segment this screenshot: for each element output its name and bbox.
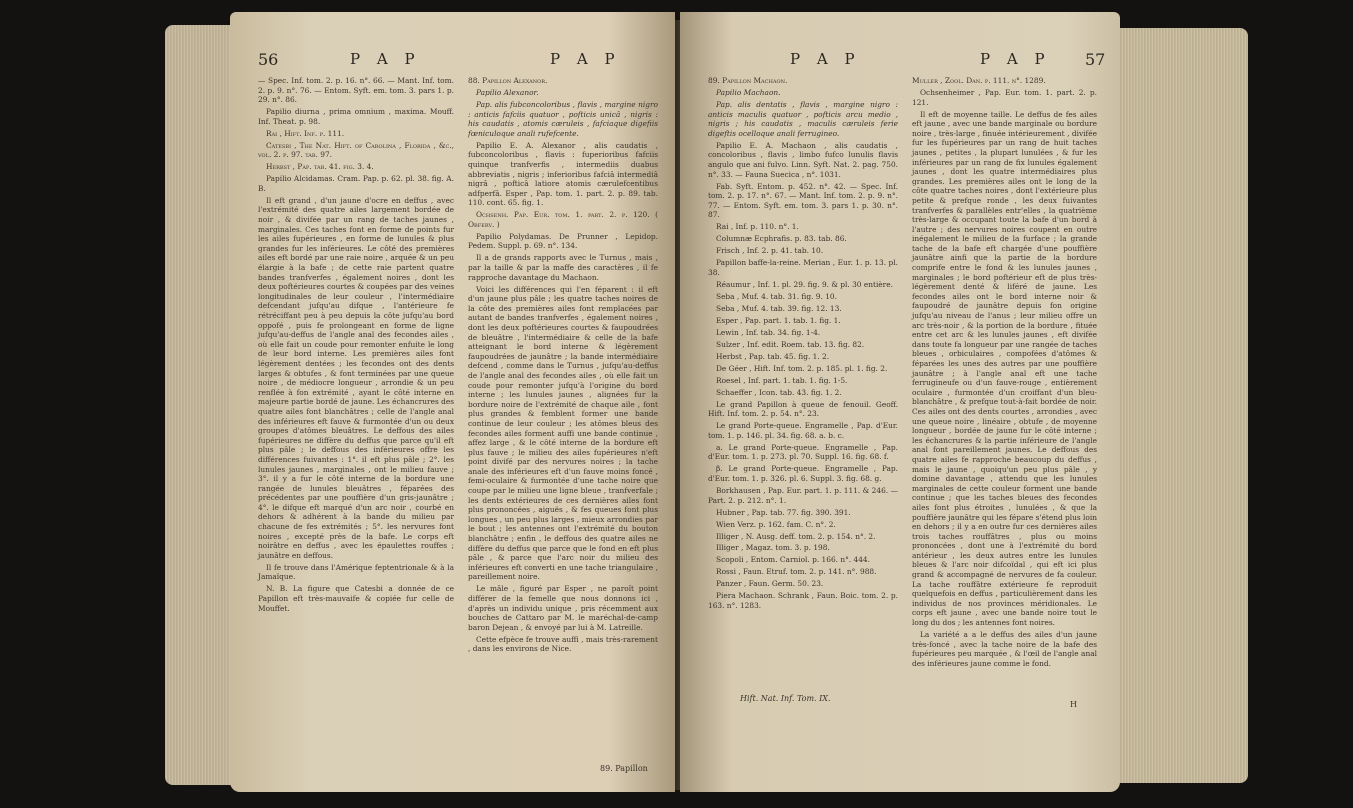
paragraph: Ochsenheimer , Pap. Eur. tom. 1. part. 2. p. 121. xyxy=(912,87,1100,107)
paragraph: Illiger , Magaz. tom. 3. p. 198. xyxy=(716,543,830,553)
paragraph: Roesel , Inf. part. 1. tab. 1. fig. 1-5. xyxy=(716,375,848,385)
paragraph: Rai , Inf. p. 110. n°. 1. xyxy=(716,222,799,232)
right-running-head-1: P A P xyxy=(790,50,861,68)
paragraph: Il a de grands rapports avec le Turnus , mais , par la taille & par la maffe des caractères , il fe rapproche davantage du Machaon. xyxy=(468,253,661,282)
left-page-number: 56 xyxy=(258,50,279,69)
paragraph: Papilio Machaon. xyxy=(716,87,781,97)
paragraph: Sulzer , Inf. edit. Roem. tab. 13. fig. 82. xyxy=(716,339,865,349)
left-running-head-1: P A P xyxy=(350,50,421,68)
paragraph: Papilio E. A. Machaon , alis caudatis , concoloribus , flavis , limbo fufco lunulis flavis angulo que ani fulvo. Linn. Syft. Nat. 2. pag. 750. n°. 33. — Fauna Suecica , n°. 1031. xyxy=(708,140,901,179)
right-page xyxy=(680,12,1120,792)
left-page xyxy=(230,12,675,792)
left-catchword: 89. Papillon xyxy=(600,764,648,773)
paragraph: Muller , Zool. Dan. p. 111. n°. 1289. xyxy=(912,76,1046,85)
right-page-edges xyxy=(1118,28,1248,783)
paragraph: Seba , Muf. 4. tab. 39. fig. 12. 13. xyxy=(716,303,842,313)
left-page-edges xyxy=(165,25,235,785)
paragraph: Herbst , Pap. tab. 41. fig. 3. 4. xyxy=(266,162,374,172)
paragraph: β. Le grand Porte-queue. Engramelle , Pap. d'Eur. tom. 1. p. 326. pl. 6. Suppl. 3. fig. 68. g. xyxy=(708,464,901,483)
paragraph: 89. Papillon Machaon. xyxy=(708,76,788,85)
paragraph: Illiger , N. Ausg. deff. tom. 2. p. 154. n°. 2. xyxy=(716,531,876,541)
paragraph: Le grand Porte-queue. Engramelle , Pap. d'Eur. tom. 1. p. 146. pl. 34. fig. 68. a. b. c. xyxy=(708,421,901,440)
paragraph: Scopoli , Entom. Carniol. p. 166. n°. 444. xyxy=(716,555,870,565)
paragraph: Le grand Papillon à queue de fenouil. Geoff. Hift. Inf. tom. 2. p. 54. n°. 23. xyxy=(708,399,901,419)
paragraph: Hubner , Pap. tab. 77. fig. 390. 391. xyxy=(716,507,851,517)
paragraph: Fab. Syft. Entom. p. 452. n°. 42. — Spec. Inf. tom. 2. p. 17. n°. 67. — Mant. Inf. tom. 2. p. 9. n°. 77. — Entom. Syft. em. tom. 3. pars 1. p. 30. n°. 87. xyxy=(708,181,901,220)
paragraph: Pap. alis fubconcoloribus , flavis , margine nigro : anticis fafciis quatuor , pofticis unicâ , nigris : his caudatis , atomis cæruleis , fafciaque digefiis fœniculoque anali rufefcente. xyxy=(468,99,661,138)
paragraph: Panzer , Faun. Germ. 50. 23. xyxy=(716,579,824,589)
paragraph: Réaumur , Inf. 1. pl. 29. fig. 9. & pl. 30 entière. xyxy=(716,279,893,289)
paragraph: Papilio Polydamas. De Prunner , Lepidop. Pedem. Suppl. p. 69. n°. 134. xyxy=(468,231,661,251)
paragraph: Il fe trouve dans l'Amérique feptentrionale & à la Jamaïque. xyxy=(258,562,457,582)
paragraph: Rai , Hift. Inf. p. 111. xyxy=(266,128,345,138)
paragraph: 88. Papillon Alexanor. xyxy=(468,76,548,85)
paragraph: Frisch , Inf. 2. p. 41. tab. 10. xyxy=(716,246,824,256)
paragraph: La variété a a le deffus des ailes d'un jaune très-foncé , avec la tache noire de la bafe des fupérieures peu marquée , & l'œil de l'angle anal des inférieures jaune comme le fond. xyxy=(912,630,1100,668)
paragraph: Seba , Muf. 4. tab. 31. fig. 9. 10. xyxy=(716,291,837,301)
paragraph: N. B. La figure que Catesbi a donnée de ce Papillon eft très-mauvaife & copiée fur celle de Mouffet. xyxy=(258,584,457,613)
paragraph: Ochsenh. Pap. Eur. tom. 1. part. 2. p. 120. ( Obferv. ) xyxy=(468,210,661,229)
paragraph: Cette efpèce fe trouve auffi , mais très-rarement , dans les environs de Nice. xyxy=(468,634,661,654)
paragraph: Wien Verz. p. 162. fam. C. n°. 2. xyxy=(716,519,836,529)
paragraph: Piera Machaon. Schrank , Faun. Boic. tom. 2. p. 163. n°. 1283. xyxy=(708,591,901,611)
paragraph: Le mâle , figuré par Esper , ne paroît point différer de la femelle que nous donnons ici , d'après un individu unique , pris récemment aux bouches de Cattaro par M. le maréchal-de-camp baron Dejean , & envoyé par lui à M. Latreille. xyxy=(468,584,661,632)
right-catchword: H xyxy=(1070,700,1077,709)
paragraph: Papillon baffe-la-reine. Merian , Eur. 1. p. 13. pl. 38. xyxy=(708,258,901,277)
paragraph: a. Le grand Porte-queue. Engramelle , Pap. d'Eur. tom. 1. p. 273. pl. 70. Suppl. 16. fig. 68. f. xyxy=(708,442,901,462)
left-column-2 xyxy=(468,76,661,656)
right-page-number: 57 xyxy=(1085,50,1106,69)
paragraph: Borkhausen , Pap. Eur. part. 1. p. 111. & 246. — Part. 2. p. 212. n°. 1. xyxy=(708,485,901,505)
paragraph: Columnæ Ecphrafis. p. 83. tab. 86. xyxy=(716,234,847,244)
paragraph: Papilio diurna , prima omnium , maxima. Mouff. Inf. Theat. p. 98. xyxy=(258,107,457,126)
paragraph: De Géer , Hift. Inf. tom. 2. p. 185. pl. 1. fig. 2. xyxy=(716,363,888,373)
paragraph: Pap. alis dentatis , flavis , margine nigro : anticis maculis quatuor , pofticis arcu medio , nigris ; his caudatis , maculis cæruleis ferie digeftis ocelloque anali ferrugineo. xyxy=(708,99,901,138)
paragraph: Esper , Pap. part. 1. tab. 1. fig. 1. xyxy=(716,315,841,325)
paragraph: Papilio Alcidamas. Cram. Pap. p. 62. pl. 38. fig. A. B. xyxy=(258,174,457,193)
paragraph: Lewin , Inf. tab. 34. fig. 1-4. xyxy=(716,327,821,337)
left-running-head-2: P A P xyxy=(550,50,621,68)
right-column-2 xyxy=(912,76,1100,671)
paragraph: Schaeffer , Icon. tab. 43. fig. 1. 2. xyxy=(716,387,842,397)
paragraph: Papilio E. A. Alexanor , alis caudatis , fubconcoloribus , flavis : fuperioribus fafciis quinque tranfverfis , intermediis duabus abbreviatis , nigris ; inferioribus fafciâ intermediâ nigrâ , pofticâ latiore atomis cærulefcentibus adfperfâ. Esper , Pap. tom. 1. part. 2. p. 89. tab. 110. cont. 65. fig. 1. xyxy=(468,140,661,208)
paragraph: Il eft de moyenne taille. Le deffus de fes ailes eft jaune , avec une bande marginale ou bordure noire , très-large , finuée intérieurement , divifée fur les fupérieures par un rang de huit taches jaunes , petites , la plupart lunulées , & fur les inférieures par un rang de fix lunules également jaunes , dont les quatre intermédiaires plus grandes. Les premières ailes ont le long de la côte quatre taches noires , dont l'extérieure plus petite & prefque ronde , les deux fuivantes tranfverfes & parallèles entr'elles , la quatrième très-large & occupant toute la bafe d'un bord à l'autre ; des nervures noires coupent en outre inégalement le milieu de la furface ; la grande tache de la bafe eft chargée d'une pouffière jaunâtre ainfi que la partie de la bordure comprife entre le fond & les lunules jaunes , marginales ; le bord poftérieur eft de plus très-légèrement denté & liféré de jaune. Les fecondes ailes ont le bord interne noir & faupoudré de jaunâtre depuis fon origine jufqu'au niveau de l'anus ; leur milieu offre un arc très-noir , & la portion de la bordure , fituée entre cet arc & les lunules jaunes , eft divifée dans toute fa longueur par une rangée de taches bleues , orbiculaires , compofées d'atômes & féparées les unes des autres par une pouffière jaunâtre ; à l'angle anal eft une tache ferrugineufe ou d'un fauve-rouge , entièrement oculaire , furmontée d'un croiffant d'un bleu-blanchâtre , & prefque tout-à-fait bordée de noir. Ces ailes ont des dents courtes , arrondies , avec une queue noire , linéaire , obtufe , de moyenne longueur , bordée de jaune fur le côté interne ; les échancrures & la partie inférieure de l'angle anal font pareillement jaunes. Le deffous des quatre ailes fe rapproche beaucoup du deffus , mais le jaune , quoiqu'un peu plus pâle , y domine davantage , attendu que les lunules marginales de cette couleur forment une bande continue ; que les taches bleues des fecondes ailes font plus étroites , lunulées , & que la pouffière jaunâtre qui les fépare s'étend plus loin en dehors ; il y a en outre fur ces dernières ailes trois taches rouffâtres , plus ou moins prononcées , dont une à l'extrémité du bord antérieur , les deux autres entre les lunules bleues & l'arc noir difcoïdal , qui eft ici plus grand & accompagné de nervures de fa couleur. La tache rouffâtre extérieure fe reproduit quelquefois en deffus , particulièrement dans les individus de nos provinces méridionales. Le corps eft jaune , avec une bande noire tout le long du dos ; les antennes font noires. xyxy=(912,109,1100,628)
right-column-1 xyxy=(708,76,901,613)
paragraph: Herbst , Pap. tab. 45. fig. 1. 2. xyxy=(716,351,830,361)
right-running-head-2: P A P xyxy=(980,50,1051,68)
paragraph: Catesbi , The Nat. Hift. of Carolina , Florida , &c., vol. 2. p. 97. tab. 97. xyxy=(258,140,457,160)
paragraph: Il eft grand , d'un jaune d'ocre en deffus , avec l'extrémité des quatre ailes largement bordée de noir , & divifée par un rang de taches jaunes , marginales. Ces taches font en forme de points fur les ailes fupérieures , en forme de lunules & plus grandes fur les inférieures. Le côté des premières ailes eft bordé par une raie noire , arquée & un peu élargie à la bafe ; de cette raie partent quatre bandes tranfverfes , également noires , dont les deux poftérieures courtes & coupées par des veines longitudinales de leur couleur , l'intermédiaire defcendant jufqu'au difque , l'antérieure fe rétréciffant peu à peu depuis la côte jufqu'au bord oppofé , puis fe prolongeant en forme de ligne jufqu'au-deffus de l'angle anal des fecondes ailes , où elle fait un coude pour remonter enfuite le long de leur bord interne. Les premières ailes font légèrement dentées ; les fecondes ont des dents larges & obtufes , & font terminées par une queue noire , de médiocre longueur , arrondie & un peu renflée à fon extrémité , ayant le côté interne en majeure partie bordé de jaune. Les échancrures des quatre ailes font blanchâtres ; celle de l'angle anal des inférieures eft fauve & furmontée d'un ou deux groupes d'atômes bleuâtres. Le deffous des ailes fupérieures ne diffère du deffus que parce qu'il eft plus pâle ; le deffous des inférieures offre les différences fuivantes : 1°. il eft plus pâle ; 2°. les lunules jaunes , marginales , ont le milieu fauve ; 3°. il y a fur le côté interne de la bordure une rangée de lunules bleuâtres , féparées des précédentes par une pouffière d'un gris-jaunâtre ; 4°. le difque eft marqué d'un arc noir , courbé en dehors & adhérent à la bande du milieu par chacune de fes extrémités ; 5°. les nervures font noires , excepté près de la bafe. Le corps eft noirâtre en deffus , avec les épaulettes rouffes ; jaunâtre en deffous. xyxy=(258,195,457,560)
paragraph: — Spec. Inf. tom. 2. p. 16. n°. 66. — Mant. Inf. tom. 2. p. 9. n°. 76. — Entom. Syft. em. tom. 3. pars 1. p. 29. n°. 86. xyxy=(258,76,457,105)
paragraph: Voici les différences qui l'en féparent : il eft d'un jaune plus pâle ; les quatre taches noires de la côte des premières ailes font remplacées par autant de bandes tranfverfes , également noires , dont les deux poftérieures courtes & faupoudrées de bleuâtre , l'intermédiaire & celle de la bafe atteignant le bord interne & légèrement faupoudrées de jaunâtre ; la bande intermédiaire defcend , comme dans le Turnus , jufqu'au-deffus de l'angle anal des fecondes ailes , où elle fait un coude pour remonter jufqu'à l'origine du bord interne ; les lunules jaunes , alignées fur la bordure noire de l'extrémité de chaque aile , font plus grandes & femblent former une bande continue de leur couleur ; les atômes bleus des fecondes ailes forment auffi une bande continue , affez large , & le côté interne de la bordure eft plus fauve ; le milieu des ailes fupérieures n'eft point divifé par des nervures noires ; la tache anale des inférieures eft d'un fauve moins foncé , femi-oculaire & furmontée d'une tache noire que coupe par le milieu une ligne bleue , tranfverfale ; les dents extérieures de ces dernières ailes font plus prononcées , aiguës , & fes queues font plus longues , un peu plus larges , mieux arrondies par le bout ; les antennes ont l'extrémité du bouton blanchâtre ; enfin , le deffous des quatre ailes ne diffère du deffus que parce que le fond en eft plus pâle , & parce que l'arc noir du milieu des inférieures eft converti en une tache triangulaire , pareillement noire. xyxy=(468,284,661,582)
left-column-1 xyxy=(258,76,457,616)
paragraph: Papilio Alexanor. xyxy=(476,87,539,97)
signature-line: Hift. Nat. Inf. Tom. IX. xyxy=(740,694,831,703)
paragraph: Rossi , Faun. Etruf. tom. 2. p. 141. n°. 988. xyxy=(716,567,877,577)
